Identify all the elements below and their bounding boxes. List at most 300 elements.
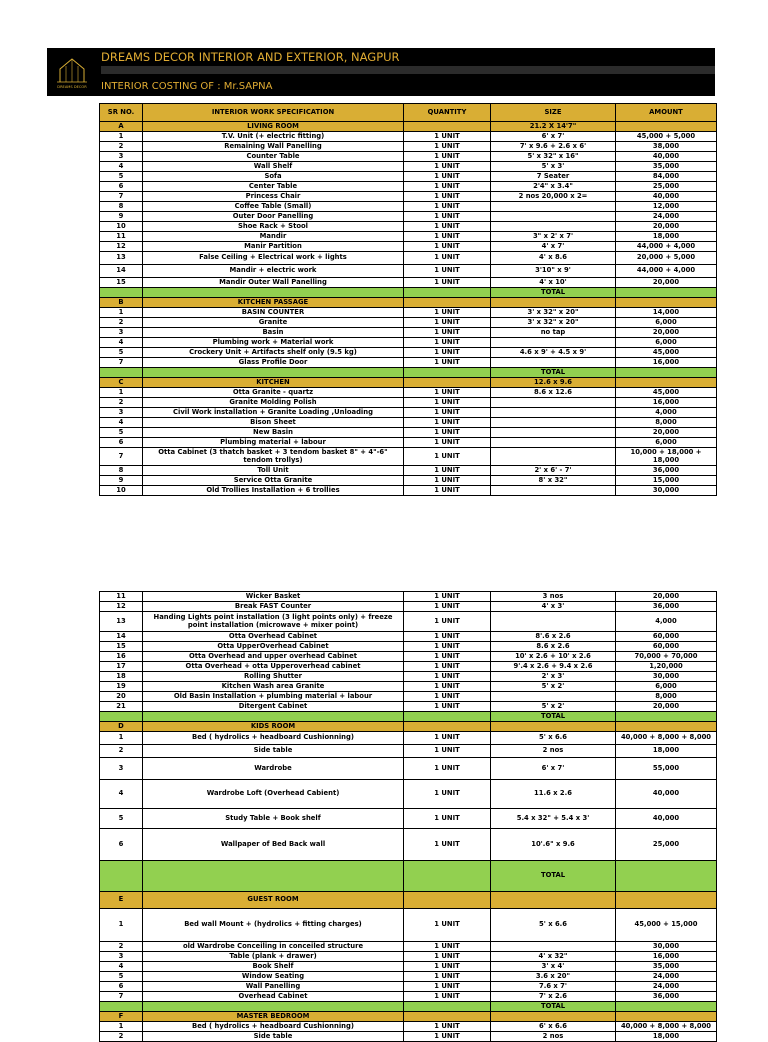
quantity-cell: 1 UNIT [404, 358, 491, 368]
table-row [100, 962, 717, 972]
sr-no-cell: 7 [100, 448, 143, 466]
size-cell [491, 942, 616, 952]
quantity-cell: 1 UNIT [404, 829, 491, 861]
size-cell: 8.6 x 12.6 [491, 388, 616, 398]
sr-no-cell: 6 [100, 438, 143, 448]
sr-no-cell: 7 [100, 992, 143, 1002]
size-cell: 3 nos [491, 592, 616, 602]
section-header-row [100, 1012, 717, 1022]
specification-cell: Center Table [143, 182, 404, 192]
sr-no-cell: 16 [100, 652, 143, 662]
sr-no-cell: 19 [100, 682, 143, 692]
size-cell: 6' x 7' [491, 132, 616, 142]
size-cell: 4' x 32" [491, 952, 616, 962]
sr-no-cell: 3 [100, 408, 143, 418]
size-cell [491, 722, 616, 732]
amount-cell: 40,000 + 8,000 + 8,000 [616, 732, 717, 745]
specification-cell: Otta Granite - quartz [143, 388, 404, 398]
quantity-cell [404, 1002, 491, 1012]
table-row [100, 438, 717, 448]
quantity-cell [404, 712, 491, 722]
table-row [100, 162, 717, 172]
sr-no-cell: 5 [100, 428, 143, 438]
size-cell [491, 338, 616, 348]
table-row [100, 408, 717, 418]
sr-no-cell: 4 [100, 338, 143, 348]
specification-cell: LIVING ROOM [143, 122, 404, 132]
table-row [100, 909, 717, 942]
quantity-cell: 1 UNIT [404, 732, 491, 745]
amount-cell: 40,000 [616, 780, 717, 809]
specification-cell: Old Trollies Installation + 6 trollies [143, 486, 404, 496]
table-row [100, 182, 717, 192]
quantity-cell: 1 UNIT [404, 476, 491, 486]
costing-table-part-2 [99, 591, 717, 1042]
sr-no-cell: 2 [100, 398, 143, 408]
sr-no-cell: 1 [100, 132, 143, 142]
company-title: DREAMS DECOR INTERIOR AND EXTERIOR, NAGPUR [101, 50, 400, 64]
amount-cell [616, 722, 717, 732]
specification-cell: KITCHEN [143, 378, 404, 388]
sr-no-cell: E [100, 892, 143, 909]
quantity-cell: 1 UNIT [404, 780, 491, 809]
svg-text:DREAMS DECOR: DREAMS DECOR [57, 85, 87, 89]
quantity-cell: 1 UNIT [404, 152, 491, 162]
quantity-cell: 1 UNIT [404, 328, 491, 338]
specification-cell: Ditergent Cabinet [143, 702, 404, 712]
sr-no-cell: 13 [100, 252, 143, 265]
size-cell: 21.2 X 14'7" [491, 122, 616, 132]
sr-no-cell: 3 [100, 952, 143, 962]
amount-cell: 20,000 [616, 328, 717, 338]
amount-cell: AMOUNT [616, 104, 717, 122]
quantity-cell: 1 UNIT [404, 682, 491, 692]
size-cell: 10' x 2.6 + 10' x 2.6 [491, 652, 616, 662]
quantity-cell [404, 1012, 491, 1022]
table-row [100, 602, 717, 612]
size-cell: 4' x 7' [491, 242, 616, 252]
sr-no-cell: 11 [100, 592, 143, 602]
size-cell [491, 398, 616, 408]
amount-cell: 4,000 [616, 408, 717, 418]
quantity-cell: 1 UNIT [404, 428, 491, 438]
amount-cell [616, 288, 717, 298]
size-cell: 7.6 x 7' [491, 982, 616, 992]
sr-no-cell: 8 [100, 466, 143, 476]
table-row [100, 476, 717, 486]
table-row [100, 486, 717, 496]
amount-cell: 45,000 [616, 348, 717, 358]
size-cell: 4' x 3' [491, 602, 616, 612]
specification-cell: Granite Molding Polish [143, 398, 404, 408]
specification-cell: Otta Overhead and upper overhead Cabinet [143, 652, 404, 662]
sr-no-cell: D [100, 722, 143, 732]
sr-no-cell: 7 [100, 192, 143, 202]
quantity-cell: 1 UNIT [404, 132, 491, 142]
sr-no-cell: 15 [100, 278, 143, 288]
table-row [100, 780, 717, 809]
size-cell: 3' x 4' [491, 962, 616, 972]
table-row [100, 1032, 717, 1042]
specification-cell: Plumbing work + Material work [143, 338, 404, 348]
table-row [100, 662, 717, 672]
amount-cell: 30,000 [616, 486, 717, 496]
specification-cell: Shoe Rack + Stool [143, 222, 404, 232]
sr-no-cell: 12 [100, 602, 143, 612]
size-cell: 9'.4 x 2.6 + 9.4 x 2.6 [491, 662, 616, 672]
document-header [47, 48, 715, 96]
amount-cell: 36,000 [616, 992, 717, 1002]
table-row [100, 672, 717, 682]
sr-no-cell: 1 [100, 909, 143, 942]
table-row [100, 418, 717, 428]
amount-cell: 8,000 [616, 692, 717, 702]
quantity-cell: 1 UNIT [404, 348, 491, 358]
quantity-cell: 1 UNIT [404, 466, 491, 476]
specification-cell: Counter Table [143, 152, 404, 162]
total-row [100, 861, 717, 892]
specification-cell: Side table [143, 745, 404, 758]
amount-cell: 36,000 [616, 466, 717, 476]
table-row [100, 152, 717, 162]
size-cell: 4' x 8.6 [491, 252, 616, 265]
amount-cell: 6,000 [616, 338, 717, 348]
table-row [100, 942, 717, 952]
size-cell [491, 298, 616, 308]
size-cell: 3' x 32" x 20" [491, 318, 616, 328]
quantity-cell: 1 UNIT [404, 388, 491, 398]
size-cell: 2 nos [491, 1032, 616, 1042]
amount-cell: 4,000 [616, 612, 717, 632]
sr-no-cell: 17 [100, 662, 143, 672]
table-row [100, 308, 717, 318]
size-cell [491, 448, 616, 466]
size-cell: 8'.6 x 2.6 [491, 632, 616, 642]
amount-cell: 24,000 [616, 972, 717, 982]
amount-cell: 6,000 [616, 438, 717, 448]
specification-cell [143, 1002, 404, 1012]
total-row [100, 1002, 717, 1012]
quantity-cell: 1 UNIT [404, 398, 491, 408]
size-cell: 11.6 x 2.6 [491, 780, 616, 809]
size-cell: 4.6 x 9' + 4.5 x 9' [491, 348, 616, 358]
sr-no-cell: 5 [100, 972, 143, 982]
quantity-cell: 1 UNIT [404, 972, 491, 982]
sr-no-cell [100, 368, 143, 378]
specification-cell: INTERIOR WORK SPECIFICATION [143, 104, 404, 122]
sr-no-cell: SR NO. [100, 104, 143, 122]
specification-cell: Wall Panelling [143, 982, 404, 992]
quantity-cell [404, 722, 491, 732]
amount-cell [616, 1012, 717, 1022]
specification-cell: Bed ( hydrolics + headboard Cushionning) [143, 732, 404, 745]
sr-no-cell: 8 [100, 202, 143, 212]
sr-no-cell: 2 [100, 142, 143, 152]
quantity-cell: 1 UNIT [404, 222, 491, 232]
specification-cell [143, 288, 404, 298]
sr-no-cell: 2 [100, 318, 143, 328]
table-row [100, 132, 717, 142]
specification-cell: T.V. Unit (+ electric fitting) [143, 132, 404, 142]
specification-cell: Princess Chair [143, 192, 404, 202]
quantity-cell: 1 UNIT [404, 909, 491, 942]
size-cell: TOTAL [491, 861, 616, 892]
sr-no-cell: 5 [100, 348, 143, 358]
size-cell: 3' x 32" x 20" [491, 308, 616, 318]
quantity-cell: 1 UNIT [404, 1022, 491, 1032]
amount-cell: 38,000 [616, 142, 717, 152]
size-cell: 5' x 3' [491, 162, 616, 172]
size-cell [491, 428, 616, 438]
quantity-cell: 1 UNIT [404, 982, 491, 992]
sr-no-cell: 1 [100, 732, 143, 745]
specification-cell: Plumbing material + labour [143, 438, 404, 448]
size-cell: 2 nos [491, 745, 616, 758]
size-cell: 7 Seater [491, 172, 616, 182]
amount-cell: 16,000 [616, 398, 717, 408]
size-cell: 7' x 9.6 + 2.6 x 6' [491, 142, 616, 152]
specification-cell: Table (plank + drawer) [143, 952, 404, 962]
sr-no-cell: 3 [100, 328, 143, 338]
table-row [100, 212, 717, 222]
costing-subtitle: INTERIOR COSTING OF : Mr.SAPNA [101, 81, 273, 92]
size-cell [491, 358, 616, 368]
amount-cell: 16,000 [616, 358, 717, 368]
size-cell [491, 222, 616, 232]
size-cell: 12.6 x 9.6 [491, 378, 616, 388]
table-row [100, 328, 717, 338]
quantity-cell: 1 UNIT [404, 265, 491, 278]
section-header-row [100, 378, 717, 388]
size-cell [491, 486, 616, 496]
quantity-cell [404, 368, 491, 378]
sr-no-cell: 7 [100, 358, 143, 368]
amount-cell: 25,000 [616, 182, 717, 192]
quantity-cell: 1 UNIT [404, 652, 491, 662]
specification-cell: Side table [143, 1032, 404, 1042]
table-row [100, 265, 717, 278]
size-cell: 5' x 32" x 16" [491, 152, 616, 162]
specification-cell: Wallpaper of Bed Back wall [143, 829, 404, 861]
specification-cell: BASIN COUNTER [143, 308, 404, 318]
sr-no-cell: 1 [100, 1022, 143, 1032]
sr-no-cell: 21 [100, 702, 143, 712]
quantity-cell: 1 UNIT [404, 182, 491, 192]
table-row [100, 398, 717, 408]
quantity-cell: 1 UNIT [404, 592, 491, 602]
size-cell: 2 nos 20,000 x 2= [491, 192, 616, 202]
size-cell: no tap [491, 328, 616, 338]
amount-cell: 45,000 [616, 388, 717, 398]
quantity-cell: 1 UNIT [404, 418, 491, 428]
table-row [100, 388, 717, 398]
sr-no-cell: 9 [100, 212, 143, 222]
size-cell: TOTAL [491, 1002, 616, 1012]
sr-no-cell: 4 [100, 962, 143, 972]
table-row [100, 992, 717, 1002]
size-cell [491, 892, 616, 909]
amount-cell: 1,20,000 [616, 662, 717, 672]
amount-cell: 36,000 [616, 602, 717, 612]
section-header-row [100, 722, 717, 732]
quantity-cell: 1 UNIT [404, 232, 491, 242]
size-cell [491, 202, 616, 212]
amount-cell [616, 712, 717, 722]
amount-cell: 60,000 [616, 632, 717, 642]
quantity-cell: 1 UNIT [404, 408, 491, 418]
quantity-cell: 1 UNIT [404, 172, 491, 182]
quantity-cell: 1 UNIT [404, 278, 491, 288]
sr-no-cell: 2 [100, 1032, 143, 1042]
sr-no-cell: 20 [100, 692, 143, 702]
dreams-decor-logo [47, 48, 97, 96]
table-row [100, 348, 717, 358]
quantity-cell: 1 UNIT [404, 952, 491, 962]
specification-cell: Rolling Shutter [143, 672, 404, 682]
table-row [100, 1022, 717, 1032]
specification-cell: Wicker Basket [143, 592, 404, 602]
specification-cell [143, 368, 404, 378]
size-cell: 5.4 x 32" + 5.4 x 3' [491, 809, 616, 829]
sr-no-cell: C [100, 378, 143, 388]
header-divider [101, 66, 715, 74]
table-row [100, 682, 717, 692]
quantity-cell: 1 UNIT [404, 1032, 491, 1042]
table-row [100, 758, 717, 780]
quantity-cell: 1 UNIT [404, 486, 491, 496]
specification-cell: False Ceiling + Electrical work + lights [143, 252, 404, 265]
quantity-cell: 1 UNIT [404, 612, 491, 632]
table-row [100, 745, 717, 758]
quantity-cell: 1 UNIT [404, 142, 491, 152]
size-cell: 3.6 x 20" [491, 972, 616, 982]
size-cell: 5' x 2' [491, 682, 616, 692]
table-row [100, 252, 717, 265]
specification-cell: Book Shelf [143, 962, 404, 972]
specification-cell: Granite [143, 318, 404, 328]
size-cell: 2' x 3' [491, 672, 616, 682]
amount-cell: 18,000 [616, 1032, 717, 1042]
sr-no-cell: 5 [100, 172, 143, 182]
sr-no-cell: 9 [100, 476, 143, 486]
table-row [100, 202, 717, 212]
section-header-row [100, 298, 717, 308]
amount-cell: 25,000 [616, 829, 717, 861]
specification-cell: Bed ( hydrolics + headboard Cushionning) [143, 1022, 404, 1032]
specification-cell: Basin [143, 328, 404, 338]
table-row [100, 592, 717, 602]
size-cell: 8.6 x 2.6 [491, 642, 616, 652]
quantity-cell: 1 UNIT [404, 438, 491, 448]
amount-cell: 30,000 [616, 942, 717, 952]
size-cell: 2'4" x 3.4" [491, 182, 616, 192]
specification-cell [143, 861, 404, 892]
size-cell: TOTAL [491, 712, 616, 722]
table-row [100, 466, 717, 476]
sr-no-cell: 18 [100, 672, 143, 682]
specification-cell: Toll Unit [143, 466, 404, 476]
specification-cell: Kitchen Wash area Granite [143, 682, 404, 692]
sr-no-cell: A [100, 122, 143, 132]
amount-cell: 30,000 [616, 672, 717, 682]
amount-cell: 10,000 + 18,000 + 18,000 [616, 448, 717, 466]
size-cell: TOTAL [491, 368, 616, 378]
table-row [100, 702, 717, 712]
table-row [100, 192, 717, 202]
sr-no-cell: 14 [100, 265, 143, 278]
sr-no-cell: B [100, 298, 143, 308]
sr-no-cell: 3 [100, 152, 143, 162]
table-row [100, 809, 717, 829]
sr-no-cell: 15 [100, 642, 143, 652]
size-cell: 8' x 32" [491, 476, 616, 486]
quantity-cell: 1 UNIT [404, 338, 491, 348]
sr-no-cell: 14 [100, 632, 143, 642]
size-cell: 3" x 2' x 7' [491, 232, 616, 242]
specification-cell: Outer Door Panelling [143, 212, 404, 222]
table-row [100, 448, 717, 466]
table-row [100, 142, 717, 152]
quantity-cell [404, 288, 491, 298]
size-cell: 10'.6" x 9.6 [491, 829, 616, 861]
quantity-cell: 1 UNIT [404, 662, 491, 672]
amount-cell: 12,000 [616, 202, 717, 212]
specification-cell: Mandir + electric work [143, 265, 404, 278]
specification-cell: Service Otta Granite [143, 476, 404, 486]
quantity-cell: 1 UNIT [404, 242, 491, 252]
size-cell: 4' x 10' [491, 278, 616, 288]
table-row [100, 428, 717, 438]
specification-cell: Bison Sheet [143, 418, 404, 428]
table-row [100, 222, 717, 232]
amount-cell [616, 368, 717, 378]
amount-cell [616, 861, 717, 892]
column-header-row [100, 104, 717, 122]
specification-cell: Window Seating [143, 972, 404, 982]
amount-cell: 60,000 [616, 642, 717, 652]
specification-cell: Otta UpperOverhead Cabinet [143, 642, 404, 652]
size-cell: SIZE [491, 104, 616, 122]
quantity-cell: 1 UNIT [404, 202, 491, 212]
quantity-cell: 1 UNIT [404, 942, 491, 952]
quantity-cell [404, 378, 491, 388]
total-row [100, 712, 717, 722]
sr-no-cell: 4 [100, 418, 143, 428]
amount-cell: 40,000 + 8,000 + 8,000 [616, 1022, 717, 1032]
quantity-cell: 1 UNIT [404, 692, 491, 702]
specification-cell: Break FAST Counter [143, 602, 404, 612]
quantity-cell: 1 UNIT [404, 318, 491, 328]
amount-cell [616, 1002, 717, 1012]
amount-cell: 40,000 [616, 152, 717, 162]
size-cell: 6' x 6.6 [491, 1022, 616, 1032]
specification-cell: Manir Partition [143, 242, 404, 252]
total-row [100, 368, 717, 378]
amount-cell: 40,000 [616, 809, 717, 829]
specification-cell: Otta Overhead + otta Upperoverhead cabinet [143, 662, 404, 672]
quantity-cell: QUANTITY [404, 104, 491, 122]
sr-no-cell: 5 [100, 809, 143, 829]
amount-cell: 18,000 [616, 745, 717, 758]
quantity-cell: 1 UNIT [404, 252, 491, 265]
amount-cell: 16,000 [616, 952, 717, 962]
specification-cell: Civil Work installation + Granite Loading ,Unloading [143, 408, 404, 418]
amount-cell: 20,000 [616, 428, 717, 438]
size-cell: 5' x 2' [491, 702, 616, 712]
quantity-cell: 1 UNIT [404, 448, 491, 466]
amount-cell: 6,000 [616, 682, 717, 692]
quantity-cell [404, 861, 491, 892]
